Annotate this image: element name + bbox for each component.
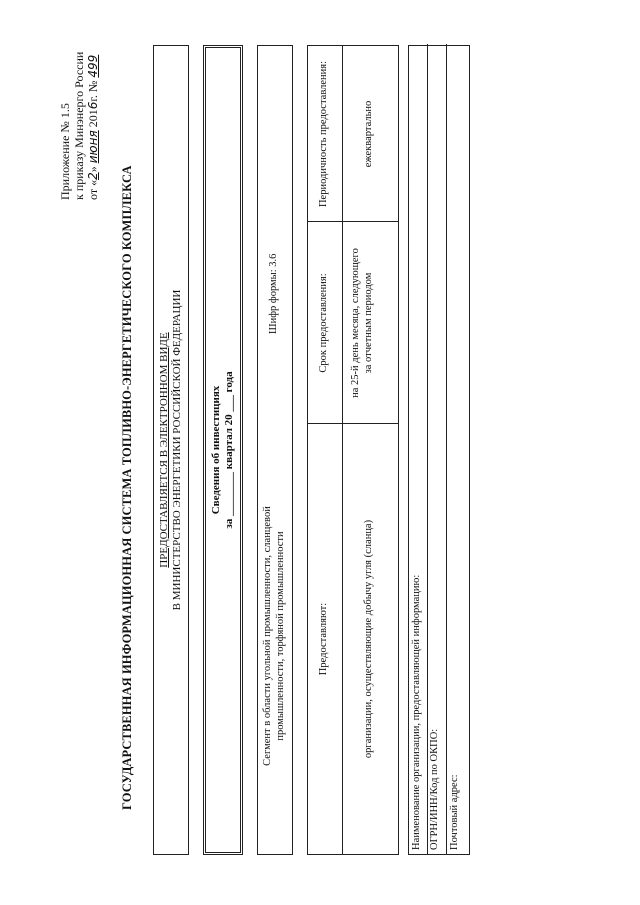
appendix-line-1: Приложение № 1.5: [58, 103, 72, 200]
info-table: [307, 45, 399, 855]
header-deadline: Срок предоставления:: [318, 273, 329, 373]
appendix-line-2: к приказу Минэнерго России: [72, 51, 86, 200]
header-provider: Предоставляют:: [318, 602, 329, 676]
segment-box: [257, 45, 293, 855]
handwritten-year-digit: 6: [86, 101, 100, 110]
appendix-block: [58, 52, 100, 200]
field-ogrn: ОГРН/ИНН/Код по ОКПО:: [429, 728, 440, 850]
organization-fields-box: [408, 45, 470, 855]
segment-text-line-1: Сегмент в области угольной промышленности, сланцевой: [262, 506, 273, 766]
row-provider: организации, осуществляющие добычу угля (сланца): [363, 519, 374, 759]
main-title: ГОСУДАРСТВЕННАЯ ИНФОРМАЦИОННАЯ СИСТЕМА ТОПЛИВНО-ЭНЕРГЕТИЧЕСКОГО КОМПЛЕКСА: [120, 165, 134, 810]
row-frequency: ежеквартально: [363, 100, 374, 168]
handwritten-month: июня: [86, 130, 100, 164]
segment-text-line-2: промышленности, торфяной промышленности: [274, 531, 286, 741]
header-frequency: Периодичность предоставления:: [318, 60, 329, 208]
field-organization-name: Наименование организации, предоставляющей информацию:: [411, 574, 422, 850]
row-deadline: на 25-й день месяца, следующего за отчетным периодом: [350, 248, 374, 398]
report-period: за ________ квартал 20 ___ года: [223, 371, 235, 529]
handwritten-number: 499: [86, 54, 100, 78]
appendix-line-3: от «2» июня 2016г. № 499: [86, 54, 100, 200]
electronic-line-2: В МИНИСТЕРСТВО ЭНЕРГЕТИКИ РОССИЙСКОЙ ФЕДЕРАЦИИ: [171, 289, 183, 611]
handwritten-day: 2: [86, 172, 100, 180]
field-postal-address: Почтовый адрес:: [449, 774, 460, 850]
form-code: Шифр формы: 3.6: [268, 253, 279, 334]
report-title-box: [203, 45, 243, 855]
electronic-line-1: ПРЕДОСТАВЛЯЕТСЯ В ЭЛЕКТРОННОМ ВИДЕ: [158, 332, 170, 568]
electronic-submission-box: [153, 45, 189, 855]
report-title: Сведения об инвестициях: [210, 385, 222, 515]
